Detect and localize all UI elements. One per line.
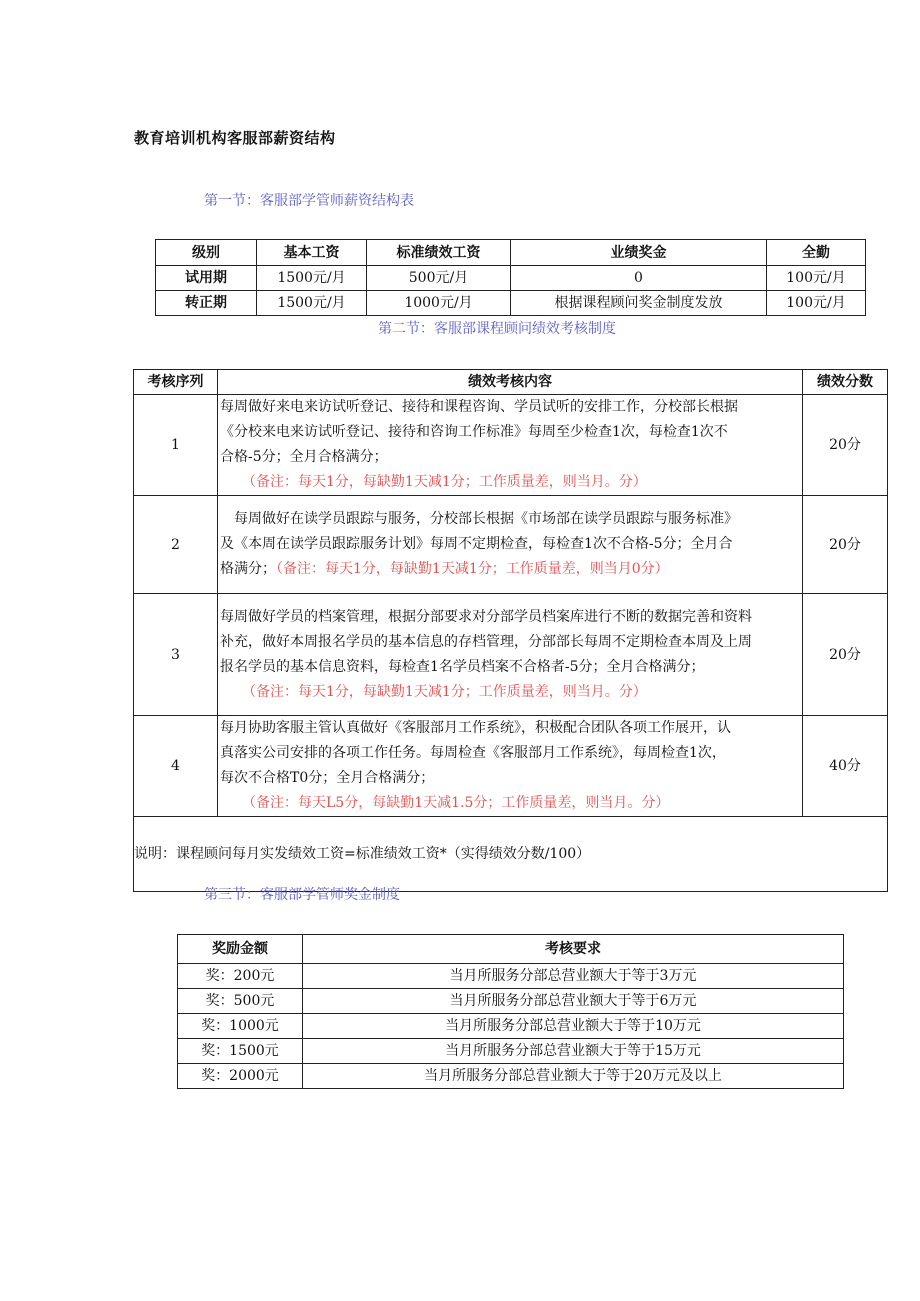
header-sequence: 考核序列 (134, 370, 218, 395)
performance-row (134, 496, 888, 594)
explanation-text: 说明：课程顾问每月实发绩效工资=标准绩效工资*（实得绩效分数/100） (134, 817, 888, 892)
bonus-row (178, 989, 844, 1014)
content-line-tail: 格满分； (220, 561, 276, 577)
bonus-row (178, 1064, 844, 1089)
bonus-row (178, 1039, 844, 1064)
assessment-content (218, 395, 803, 496)
score-value: 20分 (803, 395, 888, 496)
header-score: 绩效分数 (803, 370, 888, 395)
bonus-requirement: 当月所服务分部总营业额大于等于10万元 (303, 1014, 844, 1039)
content-line: 每周做好在读学员跟踪与服务，分校部长根据《市场部在读学员跟踪与服务标准》 (234, 511, 738, 527)
cell-full-attendance: 100元/月 (767, 291, 866, 316)
remark-note: （备注：每天L5分，每缺勤1天减1.5分；工作质量差，则当月。分） (242, 795, 670, 811)
sequence-number: 1 (134, 395, 218, 496)
score-value: 40分 (803, 716, 888, 817)
bonus-header-row (178, 935, 844, 964)
bonus-amount: 奖：1500元 (178, 1039, 303, 1064)
salary-table (155, 239, 866, 316)
performance-row (134, 594, 888, 716)
cell-base-salary: 1500元/月 (257, 266, 367, 291)
content-line: 报名学员的基本信息资料，每检查1名学员档案不合格者-5分；全月合格满分； (220, 658, 705, 675)
header-base-salary: 基本工资 (257, 240, 367, 266)
section2-heading: 第二节：客服部课程顾问绩效考核制度 (378, 321, 616, 337)
bonus-row (178, 964, 844, 989)
content-line: 及《本周在读学员跟踪服务计划》每周不定期检查，每检查1次不合格-5分；全月合 (220, 536, 733, 552)
salary-row-probation (156, 266, 866, 291)
sequence-number: 3 (134, 594, 218, 716)
remark-note: （备注：每天1分，每缺勤1天减1分；工作质量差，则当月0分） (276, 561, 669, 577)
bonus-requirement: 当月所服务分部总营业额大于等于6万元 (303, 989, 844, 1014)
bonus-row (178, 1014, 844, 1039)
bonus-requirement: 当月所服务分部总营业额大于等于3万元 (303, 964, 844, 989)
score-value: 20分 (803, 496, 888, 594)
content-line: 每周做好来电来访试听登记、接待和课程咨询、学员试听的安排工作，分校部长根据 (220, 399, 738, 415)
document-title: 教育培训机构客服部薪资结构 (134, 129, 336, 147)
score-value: 20分 (803, 594, 888, 716)
assessment-content (218, 594, 803, 716)
bonus-amount: 奖：2000元 (178, 1064, 303, 1089)
cell-performance-bonus: 根据课程顾问奖金制度发放 (511, 291, 767, 316)
cell-full-attendance: 100元/月 (767, 266, 866, 291)
assessment-content (218, 496, 803, 594)
section3-heading: 第三节：客服部学管师奖金制度 (204, 887, 400, 903)
bonus-amount: 奖：1000元 (178, 1014, 303, 1039)
header-requirement: 考核要求 (303, 935, 844, 964)
remark-note: （备注：每天1分，每缺勤1天减1分；工作质量差，则当月。分） (242, 474, 647, 490)
bonus-requirement: 当月所服务分部总营业额大于等于20万元及以上 (303, 1064, 844, 1089)
header-content: 绩效考核内容 (218, 370, 803, 395)
content-line: 《分校来电来访试听登记、接待和咨询工作标准》每周至少检查1次，每检查1次不 (220, 424, 728, 440)
header-bonus-amount: 奖励金额 (178, 935, 303, 964)
cell-standard-performance: 500元/月 (367, 266, 511, 291)
sequence-number: 2 (134, 496, 218, 594)
content-line: 合格-5分；全月合格满分； (220, 449, 388, 465)
cell-level: 转正期 (156, 291, 257, 316)
header-performance-bonus: 业绩奖金 (511, 240, 767, 266)
section1-heading: 第一节：客服部学管师薪资结构表 (204, 193, 414, 209)
cell-level: 试用期 (156, 266, 257, 291)
content-line: 补充，做好本周报名学员的基本信息的存档管理，分部部长每周不定期检查本周及上周 (220, 633, 752, 650)
performance-row (134, 395, 888, 496)
content-line: 真落实公司安排的各项工作任务。每周检查《客服部月工作系统》，每周检查1次， (220, 745, 726, 761)
performance-row (134, 716, 888, 817)
content-line: 每周做好学员的档案管理，根据分部要求对分部学员档案库进行不断的数据完善和资料 (220, 608, 752, 625)
explanation-row (134, 817, 888, 892)
header-full-attendance: 全勤 (767, 240, 866, 266)
bonus-table (177, 934, 844, 1089)
performance-table (133, 369, 888, 892)
performance-header-row (134, 370, 888, 395)
assessment-content (218, 716, 803, 817)
cell-standard-performance: 1000元/月 (367, 291, 511, 316)
cell-performance-bonus: 0 (511, 266, 767, 291)
remark-note: （备注：每天1分，每缺勤1天减1分；工作质量差，则当月。分） (242, 683, 647, 700)
content-line: 每月协助客服主管认真做好《客服部月工作系统》，积极配合团队各项工作展开，认 (220, 720, 731, 736)
salary-header-row (156, 240, 866, 266)
header-standard-performance: 标准绩效工资 (367, 240, 511, 266)
bonus-requirement: 当月所服务分部总营业额大于等于15万元 (303, 1039, 844, 1064)
content-line (220, 557, 802, 582)
bonus-amount: 奖：500元 (178, 989, 303, 1014)
bonus-amount: 奖：200元 (178, 964, 303, 989)
header-level: 级别 (156, 240, 257, 266)
cell-base-salary: 1500元/月 (257, 291, 367, 316)
content-line: 每次不合格T0分；全月合格满分； (220, 770, 435, 786)
salary-row-regular (156, 291, 866, 316)
sequence-number: 4 (134, 716, 218, 817)
